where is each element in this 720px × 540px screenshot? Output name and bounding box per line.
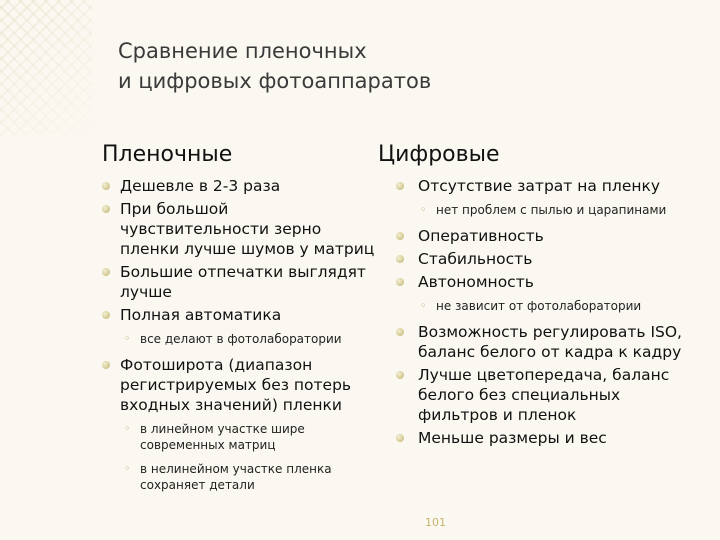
corner-decoration [0, 0, 92, 135]
film-list [102, 176, 382, 493]
list-item: Лучше цветопередача, баланс белого без специальных фильтров и пленок [378, 365, 688, 425]
sub-list-item: ◦ не зависит от фотолаборатории [420, 299, 642, 313]
list-item: Полная автоматика [102, 305, 382, 325]
list-item: Большие отпечатки выглядят лучше [102, 262, 382, 302]
sub-list-item: ◦ все делают в фотолаборатории [124, 332, 342, 346]
bullet-icon [102, 182, 110, 190]
bullet-icon [102, 361, 110, 369]
digital-heading: Цифровые [378, 142, 500, 167]
title-line-1: Сравнение пленочных [118, 39, 367, 63]
bullet-icon [396, 371, 404, 379]
sub-list-item: ◦ нет проблем с пылью и царапинами [420, 203, 667, 217]
sub-bullet-icon: ◦ [124, 332, 131, 345]
bullet-icon [396, 434, 404, 442]
slide-title [118, 36, 431, 96]
list-item: Меньше размеры и вес [378, 428, 688, 448]
bullet-icon [396, 182, 404, 190]
film-column [102, 140, 382, 501]
list-item: Дешевле в 2-3 раза [102, 176, 382, 196]
sub-bullet-icon: ◦ [124, 422, 131, 435]
list-item: Фотоширота (диапазон регистрируемых без потерь входных значений) пленки [102, 355, 382, 415]
digital-column [378, 140, 688, 451]
bullet-icon [102, 268, 110, 276]
list-item: Возможность регулировать ISO, баланс белого от кадра к кадру [378, 322, 688, 362]
sub-bullet-icon: ◦ [124, 462, 131, 475]
bullet-icon [396, 232, 404, 240]
page-number: 101 [425, 516, 446, 529]
list-item: Отсутствие затрат на пленку [378, 176, 688, 196]
bullet-icon [396, 255, 404, 263]
title-line-2: и цифровых фотоаппаратов [118, 69, 432, 93]
list-item: Автономность [378, 272, 688, 292]
list-item: При большой чувствительности зерно пленки лучше шумов у матриц [102, 199, 382, 259]
list-item: Оперативность [378, 226, 688, 246]
film-heading: Пленочные [102, 142, 233, 167]
sub-bullet-icon: ◦ [420, 299, 427, 312]
sub-bullet-icon: ◦ [420, 203, 427, 216]
bullet-icon [396, 278, 404, 286]
bullet-icon [396, 328, 404, 336]
bullet-icon [102, 311, 110, 319]
list-item: Стабильность [378, 249, 688, 269]
sub-list-item: ◦ в линейном участке шире современных матриц [124, 422, 305, 452]
bullet-icon [102, 205, 110, 213]
digital-list [378, 176, 688, 448]
sub-list-item: ◦ в нелинейном участке пленка сохраняет детали [124, 462, 332, 492]
